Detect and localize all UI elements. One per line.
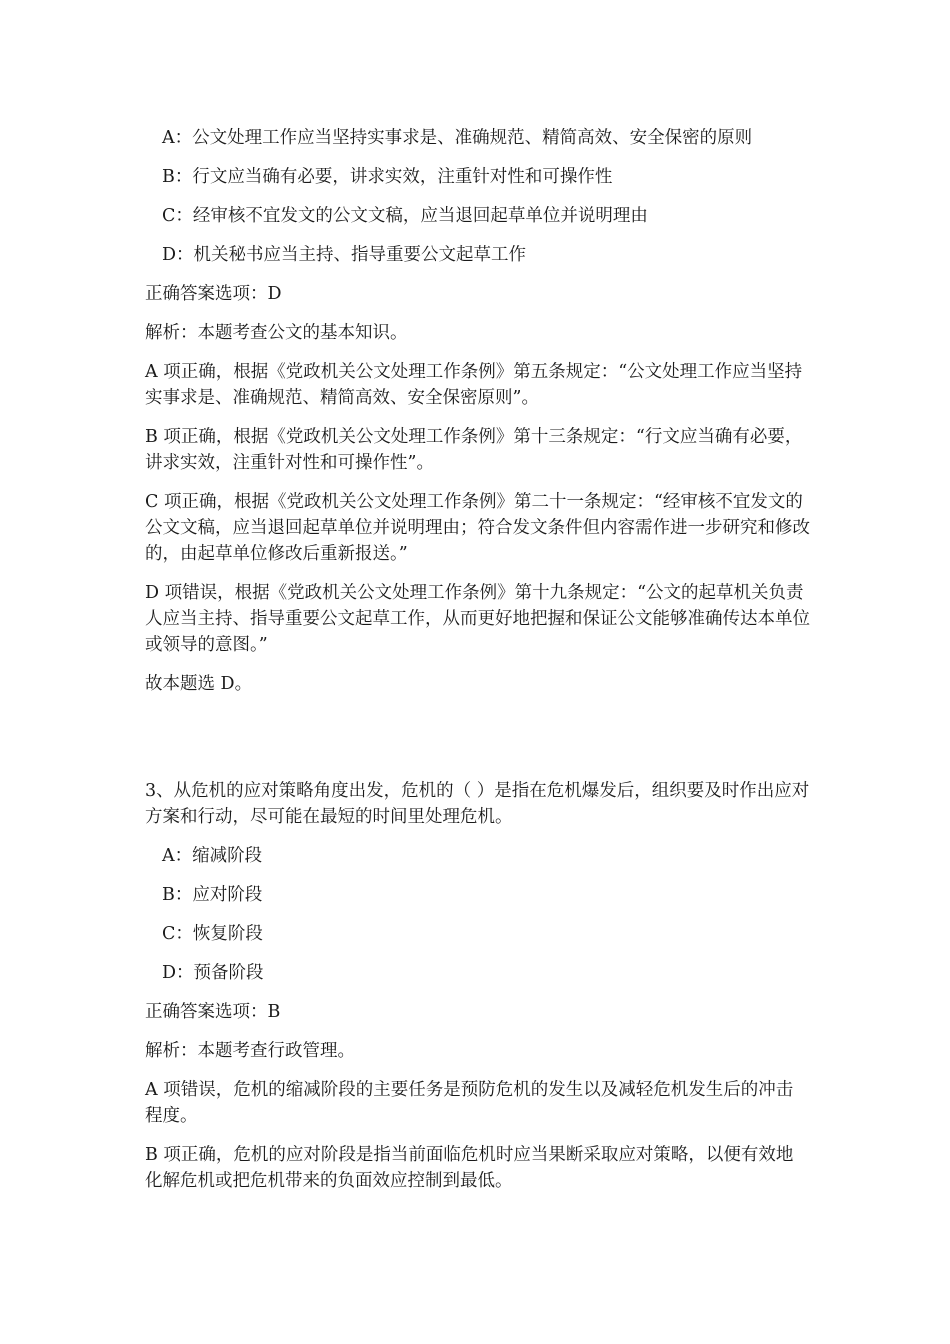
q2-explanation-b: B 项正确，根据《党政机关公文处理工作条例》第十三条规定：“行文应当确有必要，讲求实效，注重针对性和可操作性”。 [145, 427, 803, 473]
q2-explanation-d: D 项错误，根据《党政机关公文处理工作条例》第十九条规定：“公文的起草机关负责人应当主持、指导重要公文起草工作，从而更好地把握和保证公文能够准确传达本单位或领导的意图。” [145, 583, 810, 655]
q2-explanation-c: C 项正确，根据《党政机关公文处理工作条例》第二十一条规定：“经审核不宜发文的公文文稿，应当退回起草单位并说明理由；符合发文条件但内容需作进一步研究和修改的，由起草单位修改后重新报送。” [145, 492, 810, 564]
q3-option-a: A：缩减阶段 [162, 846, 263, 866]
q3-answer: 正确答案选项：B [145, 1002, 281, 1022]
q2-option-b: B：行文应当确有必要，讲求实效，注重针对性和可操作性 [162, 167, 613, 187]
q3-analysis: 解析：本题考查行政管理。 [145, 1041, 355, 1061]
q3-explanation-b: B 项正确，危机的应对阶段是指当前面临危机时应当果断采取应对策略，以便有效地化解危机或把危机带来的负面效应控制到最低。 [145, 1145, 794, 1191]
question-2-section [145, 125, 810, 697]
q3-explanation-a: A 项错误，危机的缩减阶段的主要任务是预防危机的发生以及减轻危机发生后的冲击程度。 [145, 1080, 794, 1126]
q2-conclusion: 故本题选 D。 [145, 674, 253, 694]
q2-analysis: 解析：本题考查公文的基本知识。 [145, 323, 408, 343]
q2-explanation-a: A 项正确，根据《党政机关公文处理工作条例》第五条规定：“公文处理工作应当坚持实事求是、准确规范、精简高效、安全保密原则”。 [145, 362, 803, 408]
q3-option-c: C：恢复阶段 [162, 924, 263, 944]
q3-stem: 3、从危机的应对策略角度出发，危机的（ ）是指在危机爆发后，组织要及时作出应对方案和行动，尽可能在最短的时间里处理危机。 [145, 781, 810, 827]
q3-option-d: D：预备阶段 [162, 963, 264, 983]
section-spacer [145, 710, 810, 778]
q3-option-b: B：应对阶段 [162, 885, 263, 905]
document-content [145, 125, 810, 1207]
q2-option-a: A：公文处理工作应当坚持实事求是、准确规范、精简高效、安全保密的原则 [162, 128, 753, 148]
q2-option-d: D：机关秘书应当主持、指导重要公文起草工作 [162, 245, 527, 265]
q2-answer: 正确答案选项：D [145, 284, 282, 304]
question-3-section [145, 778, 810, 1194]
q2-option-c: C：经审核不宜发文的公文文稿，应当退回起草单位并说明理由 [162, 206, 648, 226]
